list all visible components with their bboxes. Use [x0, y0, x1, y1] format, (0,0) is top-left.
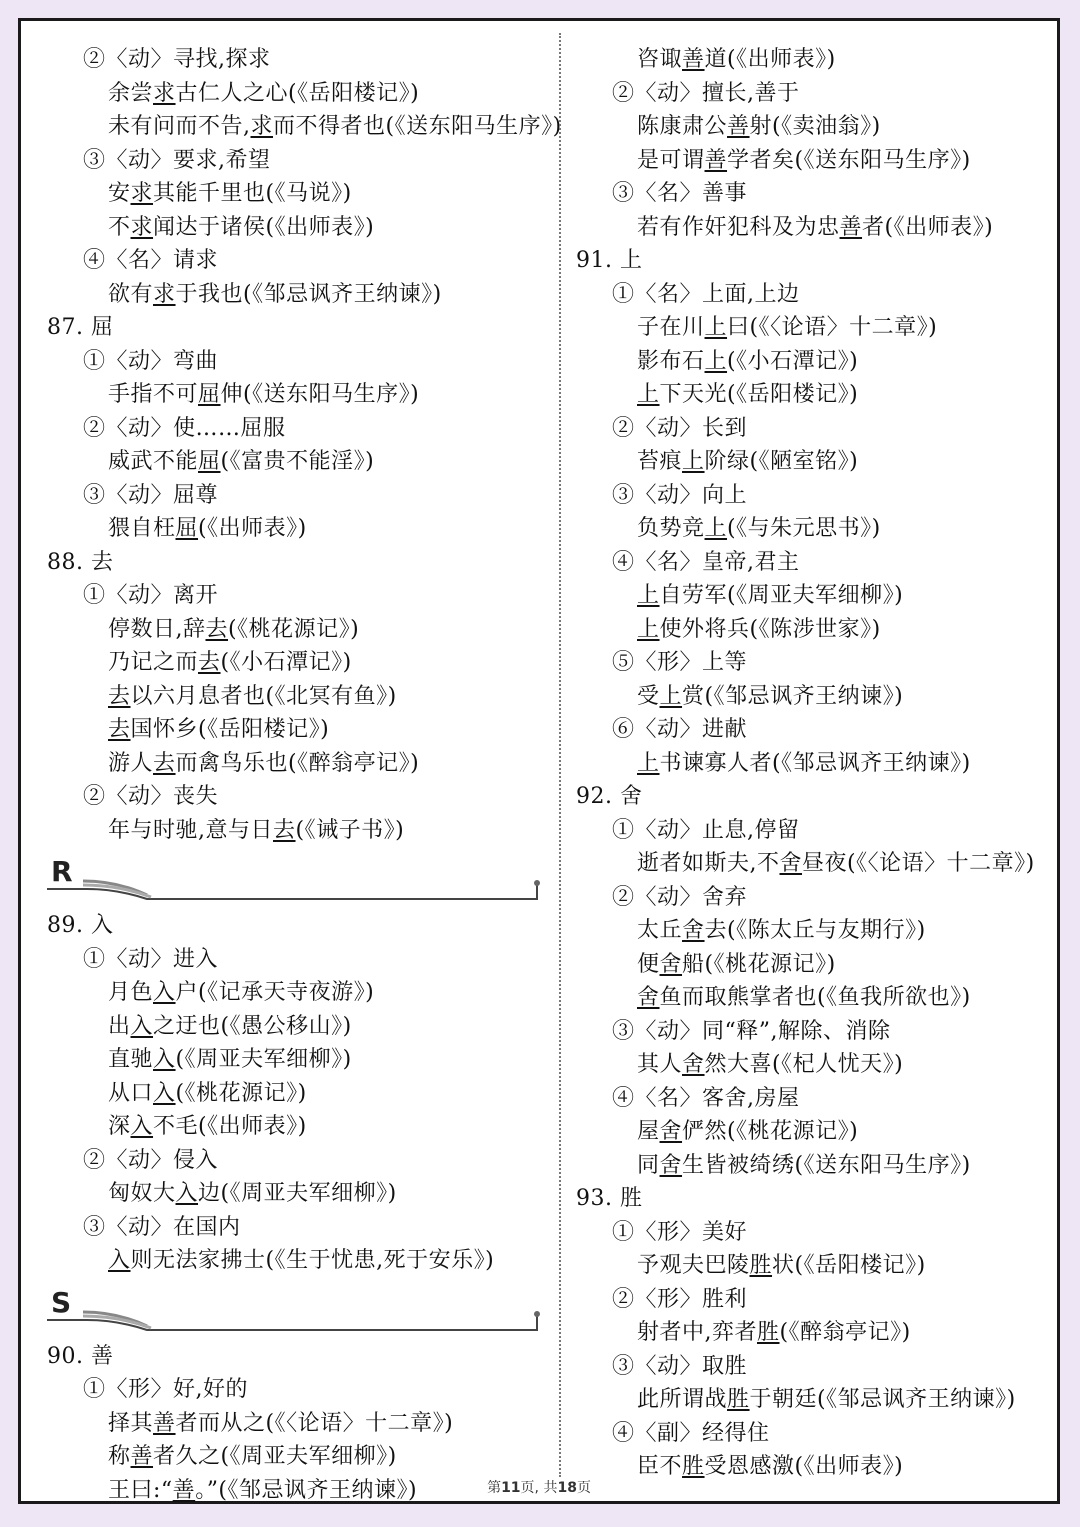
example-sentence	[576, 1249, 1046, 1283]
text-segment: 88. 去	[47, 549, 114, 575]
text-segment: 户(《记承天寺夜游》)	[175, 980, 375, 1005]
entry-heading	[47, 546, 547, 580]
sense-definition	[576, 1283, 1046, 1317]
text-segment: 年与时驰,意与日	[108, 817, 273, 843]
text-segment: ②〈动〉长到	[612, 415, 748, 441]
text-segment: ②〈动〉寻找,探求	[83, 47, 271, 72]
text-segment: 受	[637, 683, 660, 709]
example-sentence	[576, 1149, 1046, 1183]
text-segment: 船(《桃花源记》)	[682, 951, 836, 977]
text-segment: ③〈动〉向上	[612, 482, 748, 508]
example-sentence	[47, 1010, 547, 1044]
text-segment: 欲有	[108, 281, 154, 307]
text-segment: 若有作奸犯科及为忠	[637, 214, 840, 240]
text-segment: 道(《出师表》)	[704, 47, 836, 72]
underlined-keyword: 善	[682, 47, 705, 72]
entry-heading	[576, 244, 1046, 278]
text-segment: ④〈副〉经得住	[612, 1420, 770, 1446]
example-sentence	[576, 144, 1046, 178]
text-segment: 未有问而不告,	[108, 114, 251, 139]
underlined-keyword: 求	[153, 281, 176, 307]
text-segment: 择其	[108, 1410, 154, 1436]
text-segment: 者久之(《周亚夫军细柳》)	[153, 1444, 397, 1469]
text-segment: 乃记之而	[108, 650, 199, 675]
underlined-keyword: 善	[153, 1410, 176, 1436]
text-segment: 自劳军(《周亚夫军细柳》)	[659, 583, 904, 608]
sense-definition	[47, 1373, 547, 1407]
text-segment: 者(《出师表》)	[862, 214, 994, 240]
example-sentence	[576, 378, 1046, 412]
text-segment: 古仁人之心(《岳阳楼记》)	[175, 80, 420, 106]
underlined-keyword: 屈	[198, 382, 221, 407]
example-sentence	[47, 77, 547, 111]
column-divider	[559, 33, 561, 1477]
page-footer	[21, 1477, 1057, 1497]
example-sentence	[47, 512, 547, 546]
entry-heading	[576, 780, 1046, 814]
text-segment: 予观夫巴陵	[637, 1253, 750, 1278]
text-segment: 其能千里也(《马说》)	[153, 181, 352, 206]
underlined-keyword: 入	[130, 1013, 154, 1039]
example-sentence	[47, 613, 547, 647]
sense-definition	[47, 780, 547, 814]
example-sentence	[576, 847, 1046, 881]
example-sentence	[47, 713, 547, 747]
text-segment: 鱼而取熊掌者也(《鱼我所欲也》)	[659, 985, 971, 1010]
text-segment: 咨诹	[637, 47, 683, 72]
text-segment: 生皆被绮绣(《送东阳马生序》)	[682, 1152, 971, 1178]
example-sentence	[47, 680, 547, 714]
text-segment: ⑤〈形〉上等	[612, 650, 748, 675]
example-sentence	[576, 579, 1046, 613]
text-segment: 赏(《邹忌讽齐王纳谏》)	[682, 683, 904, 709]
underlined-keyword: 入	[130, 1114, 154, 1139]
text-segment: 于我也(《邹忌讽齐王纳谏》)	[175, 281, 442, 307]
underlined-keyword: 舍	[682, 918, 705, 943]
text-segment: 而禽鸟乐也(《醉翁亭记》)	[175, 750, 420, 776]
text-segment: 负势竞	[637, 516, 705, 541]
example-sentence	[47, 1043, 547, 1077]
sense-definition	[47, 1211, 547, 1245]
underlined-keyword: 上	[704, 516, 728, 541]
underlined-keyword: 善	[130, 1444, 154, 1469]
underlined-keyword: 舍	[659, 1119, 683, 1144]
section-divider-r	[47, 853, 547, 903]
sense-definition	[576, 1015, 1046, 1049]
sense-definition	[576, 479, 1046, 513]
underlined-keyword: 去	[198, 650, 221, 675]
sense-definition	[576, 412, 1046, 446]
text-segment: 国怀乡(《岳阳楼记》)	[130, 717, 330, 742]
underlined-keyword: 善	[839, 214, 863, 240]
text-segment: 从口	[108, 1080, 154, 1106]
text-segment: ④〈名〉请求	[83, 248, 219, 273]
sense-definition	[47, 579, 547, 613]
example-sentence	[576, 110, 1046, 144]
sense-definition	[47, 244, 547, 278]
entry-heading	[47, 311, 547, 345]
underlined-keyword: 求	[130, 214, 154, 240]
footer-current-page: 11	[501, 1480, 521, 1496]
footer-middle: 页, 共	[520, 1480, 558, 1496]
text-segment: 王曰:“	[108, 1477, 173, 1503]
text-segment: (《醉翁亭记》)	[779, 1320, 911, 1345]
text-segment: 苔痕	[637, 449, 683, 474]
text-segment: 出	[108, 1013, 131, 1039]
underlined-keyword: 入	[153, 980, 176, 1005]
example-sentence	[47, 1407, 547, 1441]
example-sentence	[576, 345, 1046, 379]
example-sentence	[576, 211, 1046, 245]
underlined-keyword: 胜	[682, 1454, 705, 1479]
sense-definition	[576, 546, 1046, 580]
example-sentence	[576, 981, 1046, 1015]
sense-definition	[47, 412, 547, 446]
text-segment: (《桃花源记》)	[228, 616, 360, 642]
entry-heading	[47, 1340, 547, 1374]
underlined-keyword: 上	[704, 348, 728, 374]
footer-total-pages: 18	[557, 1480, 577, 1496]
section-letter: R	[51, 855, 73, 888]
text-segment: 是可谓	[637, 147, 705, 173]
text-segment: ①〈动〉离开	[83, 583, 219, 608]
text-segment: 猥自枉	[108, 516, 176, 541]
text-segment: 。”(《邹忌讽齐王纳谏》)	[195, 1477, 418, 1503]
underlined-keyword: 上	[637, 583, 660, 608]
text-segment: 停数日,辞	[108, 616, 206, 642]
text-segment: 陈康肃公	[637, 114, 728, 139]
sense-definition	[576, 177, 1046, 211]
text-segment: 安	[108, 181, 131, 206]
text-segment: 月色	[108, 980, 154, 1005]
text-segment: 余尝	[108, 80, 154, 106]
text-segment: 者而从之(《〈论语〉十二章》)	[175, 1410, 454, 1436]
underlined-keyword: 去	[153, 750, 176, 776]
example-sentence	[576, 1048, 1046, 1082]
text-segment: 书谏寡人者(《邹忌讽齐王纳谏》)	[659, 750, 971, 776]
underlined-keyword: 胜	[727, 1387, 750, 1412]
text-segment: 于朝廷(《邹忌讽齐王纳谏》)	[749, 1387, 1016, 1412]
text-segment: (《小石潭记》)	[727, 348, 859, 374]
example-sentence	[47, 1177, 547, 1211]
text-segment: ②〈动〉使……屈服	[83, 415, 286, 441]
text-segment: 90. 善	[47, 1343, 114, 1369]
text-segment: 之迂也(《愚公移山》)	[153, 1013, 352, 1039]
text-segment: ③〈动〉要求,希望	[83, 147, 271, 173]
example-sentence	[576, 948, 1046, 982]
text-segment: 则无法家拂士(《生于忧患,死于安乐》)	[130, 1248, 495, 1273]
text-segment: 伸(《送东阳马生序》)	[220, 382, 420, 407]
underlined-keyword: 入	[108, 1248, 131, 1273]
text-segment: ①〈动〉弯曲	[83, 348, 219, 374]
example-sentence	[47, 1440, 547, 1474]
example-sentence	[47, 814, 547, 848]
text-segment: ②〈动〉舍弃	[612, 884, 748, 910]
underlined-keyword: 入	[153, 1047, 176, 1072]
underlined-keyword: 上	[637, 382, 660, 407]
sense-definition	[47, 144, 547, 178]
example-sentence	[576, 311, 1046, 345]
sense-definition	[576, 1417, 1046, 1451]
text-segment: (《桃花源记》)	[175, 1080, 307, 1106]
sense-definition	[47, 43, 547, 77]
underlined-keyword: 舍	[659, 1152, 683, 1178]
example-sentence	[47, 177, 547, 211]
text-segment: 以六月息者也(《北冥有鱼》)	[130, 683, 397, 709]
text-segment: ①〈名〉上面,上边	[612, 281, 800, 307]
text-segment: 射者中,弈者	[637, 1320, 757, 1345]
text-segment: 射(《卖油翁》)	[749, 114, 881, 139]
text-segment: (《小石潭记》)	[220, 650, 352, 675]
section-rule-graphic	[47, 1284, 547, 1334]
sense-definition	[576, 278, 1046, 312]
text-segment: 同	[637, 1152, 660, 1178]
example-sentence	[47, 1077, 547, 1111]
example-sentence	[47, 278, 547, 312]
example-sentence	[47, 1244, 547, 1278]
text-segment: ②〈动〉丧失	[83, 784, 219, 809]
text-segment: 臣不	[637, 1454, 683, 1479]
text-segment: ③〈动〉同“释”,解除、消除	[612, 1018, 891, 1044]
underlined-keyword: 上	[704, 315, 728, 340]
sense-definition	[576, 77, 1046, 111]
text-segment: 屋	[637, 1119, 660, 1144]
text-segment: 学者矣(《送东阳马生序》)	[727, 147, 971, 173]
example-sentence	[47, 646, 547, 680]
underlined-keyword: 去	[273, 817, 296, 843]
sense-definition	[47, 943, 547, 977]
sense-definition	[47, 345, 547, 379]
entry-heading	[47, 909, 547, 943]
text-segment: ①〈形〉好,好的	[83, 1377, 248, 1402]
text-segment: 逝者如斯夫,不	[637, 851, 780, 876]
sense-definition	[47, 479, 547, 513]
example-sentence	[47, 976, 547, 1010]
text-segment: ④〈名〉客舍,房屋	[612, 1085, 800, 1111]
text-segment: 而不得者也(《送东阳马生序》)	[273, 114, 562, 139]
underlined-keyword: 舍	[659, 951, 683, 977]
underlined-keyword: 去	[108, 717, 131, 742]
text-segment: 阶绿(《陋室铭》)	[704, 449, 859, 474]
text-segment: ①〈形〉美好	[612, 1219, 748, 1245]
text-segment: ③〈动〉屈尊	[83, 482, 219, 508]
text-segment: ④〈名〉皇帝,君主	[612, 549, 800, 575]
text-segment: 俨然(《桃花源记》)	[682, 1119, 859, 1144]
text-segment: 89. 入	[47, 913, 114, 938]
text-segment: ①〈动〉进入	[83, 946, 219, 972]
section-letter: S	[51, 1285, 72, 1319]
footer-prefix: 第	[487, 1480, 502, 1496]
example-sentence	[576, 747, 1046, 781]
document-page	[18, 18, 1060, 1504]
sense-definition	[576, 1350, 1046, 1384]
text-segment: ②〈动〉擅长,善于	[612, 80, 800, 106]
text-segment: 昼夜(《〈论语〉十二章》)	[802, 851, 1035, 876]
text-segment: ③〈名〉善事	[612, 181, 748, 206]
example-sentence	[576, 613, 1046, 647]
text-segment: 不毛(《出师表》)	[153, 1114, 307, 1139]
underlined-keyword: 善	[727, 114, 750, 139]
text-segment: ③〈动〉在国内	[83, 1214, 241, 1240]
text-segment: ②〈动〉侵入	[83, 1147, 219, 1173]
entry-heading	[576, 1182, 1046, 1216]
text-segment: 使外将兵(《陈涉世家》)	[659, 616, 881, 642]
example-sentence	[47, 211, 547, 245]
text-segment: (《周亚夫军细柳》)	[175, 1047, 352, 1072]
text-segment: 影布石	[637, 348, 705, 374]
example-sentence	[576, 914, 1046, 948]
text-segment: 称	[108, 1444, 131, 1469]
section-divider-s	[47, 1284, 547, 1334]
text-segment: 闻达于诸侯(《出师表》)	[153, 214, 375, 240]
sense-definition	[576, 881, 1046, 915]
left-column	[47, 43, 562, 1507]
text-segment: 手指不可	[108, 382, 199, 407]
underlined-keyword: 上	[637, 750, 660, 776]
text-segment: 91. 上	[576, 248, 643, 273]
underlined-keyword: 求	[153, 80, 176, 106]
section-rule-graphic	[47, 853, 547, 903]
text-segment: ①〈动〉止息,停留	[612, 817, 800, 843]
underlined-keyword: 上	[659, 683, 683, 709]
underlined-keyword: 入	[175, 1181, 199, 1206]
example-sentence	[47, 378, 547, 412]
underlined-keyword: 屈	[175, 516, 199, 541]
example-sentence	[576, 680, 1046, 714]
text-segment: 此所谓战	[637, 1387, 728, 1412]
text-segment: 直驰	[108, 1047, 154, 1072]
text-segment: 深	[108, 1114, 131, 1139]
example-sentence	[576, 1115, 1046, 1149]
underlined-keyword: 上	[682, 449, 705, 474]
text-segment: ⑥〈动〉进献	[612, 717, 748, 742]
text-segment: 去(《陈太丘与友期行》)	[704, 918, 926, 943]
text-segment: 威武不能	[108, 449, 199, 474]
underlined-keyword: 胜	[757, 1320, 780, 1345]
text-segment: (《与朱元思书》)	[727, 516, 881, 541]
text-segment: 游人	[108, 750, 154, 776]
text-segment: 其人	[637, 1052, 683, 1077]
text-segment: (《出师表》)	[198, 516, 307, 541]
underlined-keyword: 舍	[779, 851, 803, 876]
example-sentence	[576, 1383, 1046, 1417]
text-segment: (《诫子书》)	[295, 817, 405, 843]
example-sentence	[576, 43, 1046, 77]
example-sentence	[576, 445, 1046, 479]
text-segment: 边(《周亚夫军细柳》)	[198, 1181, 397, 1206]
text-segment: ③〈动〉取胜	[612, 1353, 748, 1379]
example-sentence	[47, 747, 547, 781]
underlined-keyword: 善	[172, 1477, 196, 1503]
text-segment: 然大喜(《杞人忧天》)	[704, 1052, 904, 1077]
sense-definition	[576, 814, 1046, 848]
text-segment: 不	[108, 214, 131, 240]
text-segment: 受恩感激(《出师表》)	[704, 1454, 904, 1479]
underlined-keyword: 去	[205, 616, 229, 642]
underlined-keyword: 求	[130, 181, 154, 206]
sense-definition	[576, 1216, 1046, 1250]
text-segment: 太丘	[637, 918, 683, 943]
text-segment: 93. 胜	[576, 1186, 643, 1211]
sense-definition	[576, 713, 1046, 747]
underlined-keyword: 求	[250, 114, 274, 139]
text-segment: 92. 舍	[576, 784, 643, 809]
underlined-keyword: 屈	[198, 449, 221, 474]
example-sentence	[47, 1110, 547, 1144]
text-segment: 匈奴大	[108, 1181, 176, 1206]
text-segment: ②〈形〉胜利	[612, 1286, 748, 1312]
sense-definition	[576, 646, 1046, 680]
example-sentence	[576, 512, 1046, 546]
right-column	[576, 43, 1046, 1484]
sense-definition	[576, 1082, 1046, 1116]
text-segment: 子在川	[637, 315, 705, 340]
footer-suffix: 页	[576, 1480, 591, 1496]
underlined-keyword: 胜	[749, 1253, 773, 1278]
example-sentence	[47, 445, 547, 479]
underlined-keyword: 入	[153, 1080, 176, 1106]
underlined-keyword: 舍	[682, 1052, 705, 1077]
underlined-keyword: 舍	[637, 985, 660, 1010]
underlined-keyword: 去	[108, 683, 131, 709]
text-segment: 曰(《〈论语〉十二章》)	[727, 315, 938, 340]
text-segment: 状(《岳阳楼记》)	[772, 1253, 926, 1278]
text-segment: 下天光(《岳阳楼记》)	[659, 382, 859, 407]
text-segment: (《富贵不能淫》)	[220, 449, 375, 474]
underlined-keyword: 善	[704, 147, 728, 173]
sense-definition	[47, 1144, 547, 1178]
example-sentence	[47, 110, 562, 144]
example-sentence	[576, 1316, 1046, 1350]
text-segment: 便	[637, 951, 660, 977]
underlined-keyword: 上	[637, 616, 660, 642]
text-segment: 87. 屈	[47, 315, 114, 340]
